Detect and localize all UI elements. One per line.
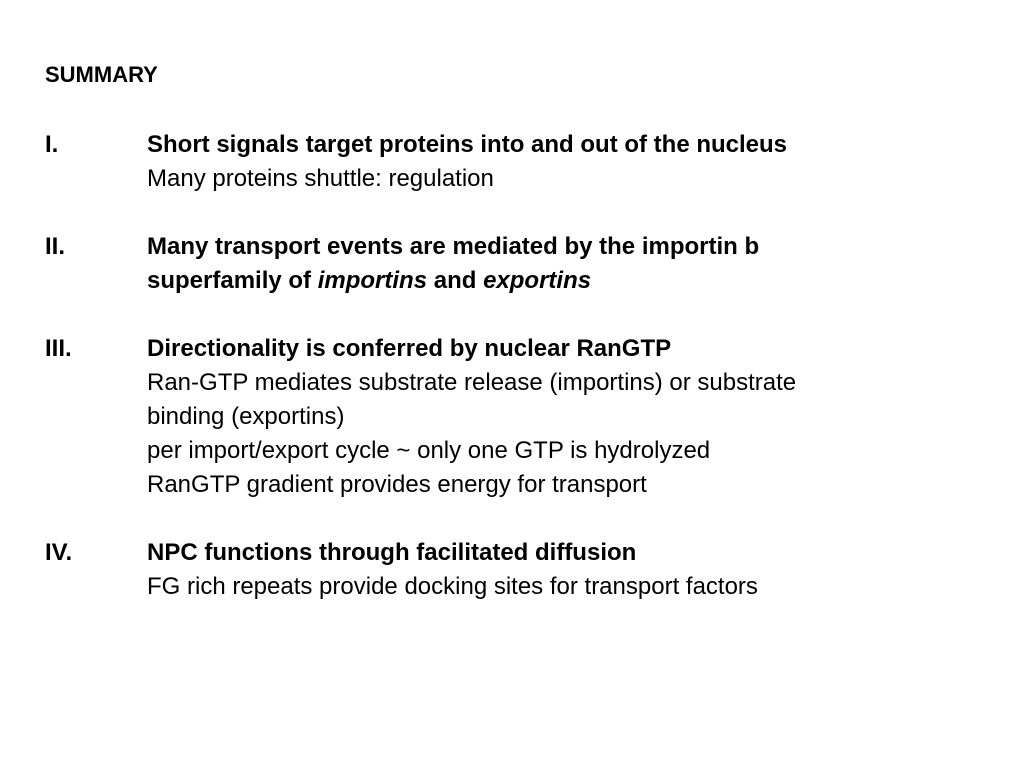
heading-italic-term: exportins	[483, 267, 592, 294]
section-heading: Many transport events are mediated by the importin b	[147, 233, 760, 260]
section-numeral: IV.	[45, 539, 73, 566]
section-numeral: I.	[45, 131, 59, 158]
section-line: Ran-GTP mediates substrate release (importins) or substrate	[147, 369, 797, 396]
summary-slide	[45, 60, 1005, 638]
section-line: Many proteins shuttle: regulation	[147, 165, 494, 192]
section-line: FG rich repeats provide docking sites for transport factors	[147, 573, 758, 600]
heading-italic-term: importins	[317, 267, 428, 294]
slide-title: SUMMARY	[45, 62, 158, 87]
section-content	[147, 536, 1005, 604]
summary-section-4	[45, 536, 1005, 604]
section-heading-continued	[147, 264, 1005, 298]
section-numeral: II.	[45, 233, 66, 260]
summary-section-3	[45, 332, 1005, 502]
section-numeral: III.	[45, 335, 72, 362]
heading-text: and	[427, 267, 484, 294]
section-line: binding (exportins)	[147, 403, 345, 430]
summary-section-2	[45, 230, 1005, 298]
summary-section-1	[45, 128, 1005, 196]
section-heading: Directionality is conferred by nuclear RanGTP	[147, 335, 672, 362]
section-content	[147, 230, 1005, 298]
section-heading: Short signals target proteins into and out of the nucleus	[147, 131, 788, 158]
section-line: per import/export cycle ~ only one GTP is hydrolyzed	[147, 437, 711, 464]
section-content	[147, 332, 1005, 502]
section-line: RanGTP gradient provides energy for transport	[147, 471, 647, 498]
section-content	[147, 128, 1005, 196]
section-heading: NPC functions through facilitated diffusion	[147, 539, 637, 566]
heading-text: superfamily of	[147, 267, 318, 294]
